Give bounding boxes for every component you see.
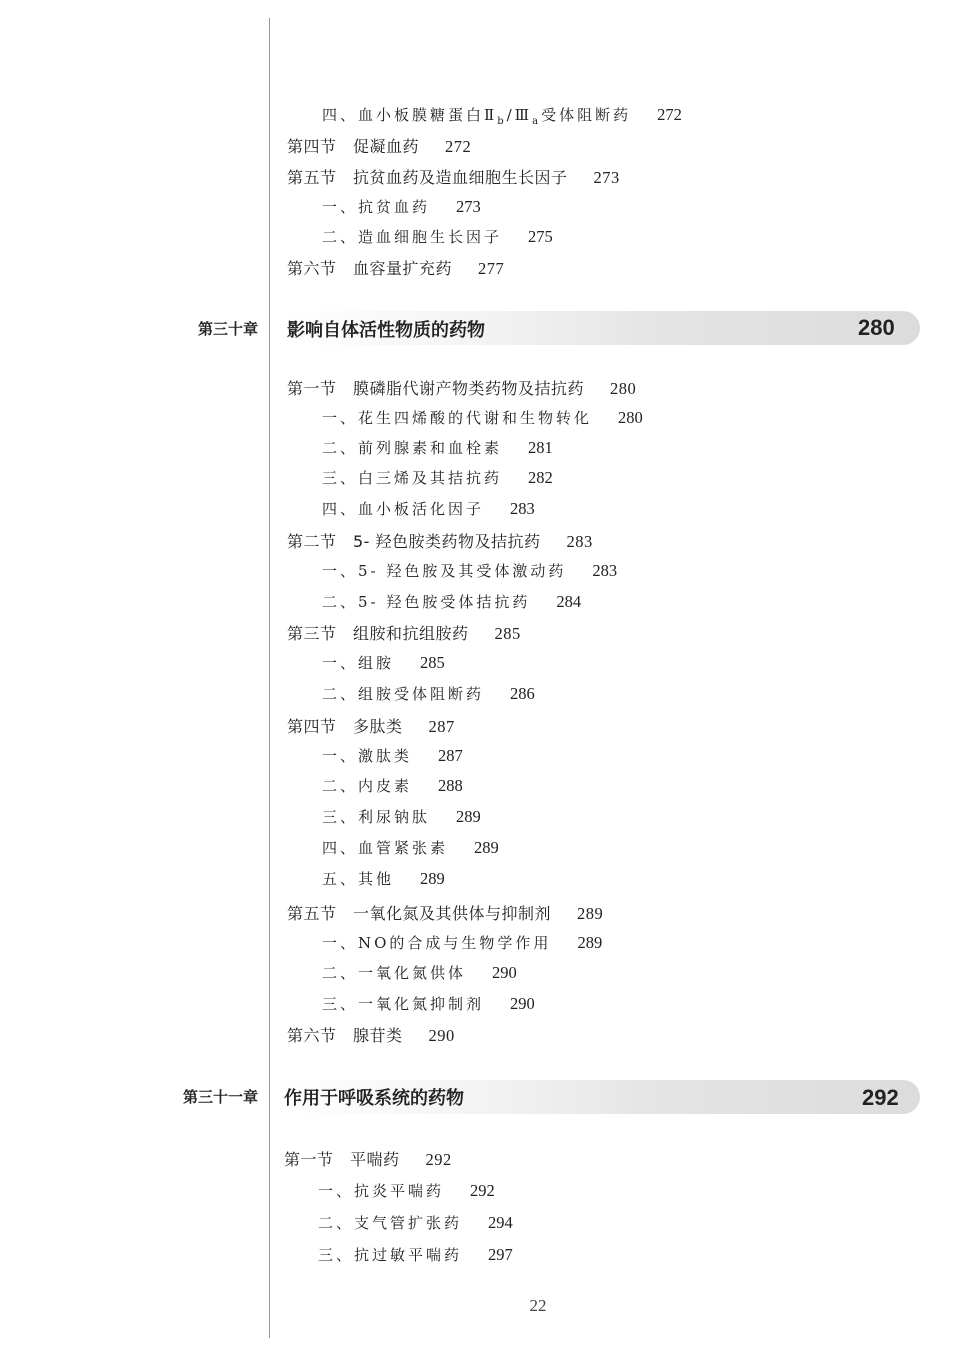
toc-page-number: 294 [488,1213,513,1232]
toc-page-number: 289 [577,933,603,952]
toc-section[interactable] [287,376,636,399]
toc-page-number: 277 [478,259,505,278]
toc-subentry[interactable] [322,652,445,673]
toc-subentry-text: 三、一氧化氮抑制剂 [322,995,485,1013]
toc-subentry-text: 三、利尿钠肽 [322,808,431,826]
toc-subentry[interactable] [322,806,481,827]
toc-section[interactable] [287,621,521,644]
toc-subentry-text: 一、NO的合成与生物学作用 [322,934,552,952]
toc-section[interactable] [287,256,504,279]
toc-section[interactable] [284,1147,452,1170]
toc-section-text: 膜磷脂代谢产物类药物及拮抗药 [353,379,585,398]
toc-page-number: 288 [438,776,463,795]
toc-subentry[interactable] [318,1180,495,1201]
toc-section-label: 第四节 [287,717,337,736]
toc-subentry-text: 一、抗炎平喘药 [318,1182,445,1200]
toc-page-number: 280 [618,408,643,427]
toc-page-number: 273 [593,168,620,187]
toc-subentry[interactable] [322,993,535,1014]
toc-page-number: 289 [456,807,481,826]
toc-section-text: 抗贫血药及造血细胞生长因子 [353,168,568,187]
toc-subentry[interactable] [322,226,553,247]
toc-page-number: 283 [566,532,593,551]
toc-page-number: 297 [488,1245,513,1264]
toc-subentry[interactable] [322,560,617,581]
toc-section[interactable] [287,901,603,924]
toc-page-number: 290 [492,963,517,982]
toc-subentry-text: 五、其他 [322,870,395,888]
toc-section[interactable] [287,529,593,552]
toc-section-label: 第四节 [287,137,337,156]
toc-subentry-text: 三、白三烯及其拮抗药 [322,469,503,487]
toc-section-label: 第三节 [287,624,337,643]
toc-section-label: 第六节 [287,259,337,278]
toc-subentry-text: 一、花生四烯酸的代谢和生物转化 [322,409,593,427]
toc-page-number: 283 [592,561,618,580]
chapter-title: 影响自体活性物质的药物 [287,320,485,341]
toc-page-number: 289 [474,838,499,857]
vertical-divider-line [269,18,270,1338]
toc-section[interactable] [287,1023,455,1046]
toc-page-number: 292 [425,1150,452,1169]
toc-page-number: 281 [528,438,553,457]
toc-page-number: 289 [420,869,445,888]
toc-section[interactable] [287,134,471,157]
toc-subentry[interactable] [322,932,602,953]
chapter-label: 第三十章 [197,320,258,338]
toc-page-number: 282 [528,468,553,487]
toc-subentry-text: 二、内皮素 [322,777,413,795]
toc-subentry-text: 二、一氧化氮供体 [322,964,467,982]
toc-section-text: 平喘药 [350,1150,400,1169]
toc-subentry-text: 二、造血细胞生长因子 [322,228,503,246]
toc-subentry[interactable] [322,407,643,428]
toc-subentry-text: 二、5- 羟色胺受体拮抗药 [322,593,531,611]
toc-section-text: 多肽类 [353,717,403,736]
toc-section-label: 第一节 [287,379,337,398]
toc-page-number: 275 [528,227,553,246]
toc-section-text: 腺苷类 [353,1026,403,1045]
toc-page-number: 287 [438,746,463,765]
toc-page-number: 290 [510,994,535,1013]
toc-subentry-text: 四、血管紧张素 [322,839,449,857]
toc-subentry-text: 一、组胺 [322,654,395,672]
toc-page-number: 284 [556,592,582,611]
toc-subentry[interactable] [322,104,682,127]
toc-subentry[interactable] [322,196,481,217]
chapter-page-number: 292 [862,1085,899,1110]
toc-subentry[interactable] [322,683,535,704]
toc-page-number: 273 [456,197,481,216]
toc-subentry-text: 一、5- 羟色胺及其受体激动药 [322,562,567,580]
toc-page-number: 289 [577,904,604,923]
toc-page-number: 287 [428,717,455,736]
toc-subentry[interactable] [322,775,463,796]
toc-section-label: 第五节 [287,168,337,187]
toc-subentry[interactable] [322,467,553,488]
toc-section-label: 第五节 [287,904,337,923]
toc-section-label: 第一节 [284,1150,334,1169]
toc-section-text: 组胺和抗组胺药 [353,624,469,643]
chapter-title: 作用于呼吸系统的药物 [284,1088,464,1109]
toc-page-number: 285 [494,624,521,643]
toc-subentry[interactable] [322,591,581,612]
toc-section[interactable] [287,165,620,188]
toc-page-number: 280 [610,379,637,398]
toc-section-label: 第六节 [287,1026,337,1045]
toc-subentry-text: 四、血小板活化因子 [322,500,485,518]
toc-subentry[interactable] [322,437,553,458]
toc-section[interactable] [287,714,455,737]
toc-subentry-text: 二、前列腺素和血栓素 [322,439,503,457]
toc-section-text: 5- 羟色胺类药物及拮抗药 [353,532,541,551]
toc-subentry[interactable] [318,1244,513,1265]
toc-subentry-text: 二、组胺受体阻断药 [322,685,485,703]
toc-subentry[interactable] [322,837,499,858]
page-number-footer: 22 [529,1296,547,1315]
toc-section-text: 一氧化氮及其供体与抑制剂 [353,904,552,923]
toc-section-text: 促凝血药 [353,137,420,156]
toc-subentry-text: 一、抗贫血药 [322,198,431,216]
toc-section-text: 血容量扩充药 [353,259,453,278]
toc-subentry-text: 二、支气管扩张药 [318,1214,463,1232]
toc-subentry[interactable] [322,498,535,519]
toc-page-number: 285 [420,653,445,672]
toc-subentry[interactable] [322,745,463,766]
toc-page-number: 292 [470,1181,495,1200]
toc-subentry-text: 一、激肽类 [322,747,413,765]
toc-subentry[interactable] [318,1212,513,1233]
chapter-label: 第三十一章 [182,1088,258,1106]
toc-section-label: 第二节 [287,532,337,551]
chapter-page-number: 280 [858,315,895,340]
toc-subentry-text: 四、血小板膜糖蛋白$Ⅱ_b/Ⅲ_a$受体阻断药 [322,106,632,127]
toc-page-number: 290 [428,1026,455,1045]
toc-subentry[interactable] [322,868,445,889]
toc-page-number: 283 [510,499,535,518]
toc-page-number: 272 [657,105,682,124]
toc-page-number: 272 [445,137,472,156]
toc-subentry-text: 三、抗过敏平喘药 [318,1246,463,1264]
toc-page-number: 286 [510,684,535,703]
toc-subentry[interactable] [322,962,517,983]
